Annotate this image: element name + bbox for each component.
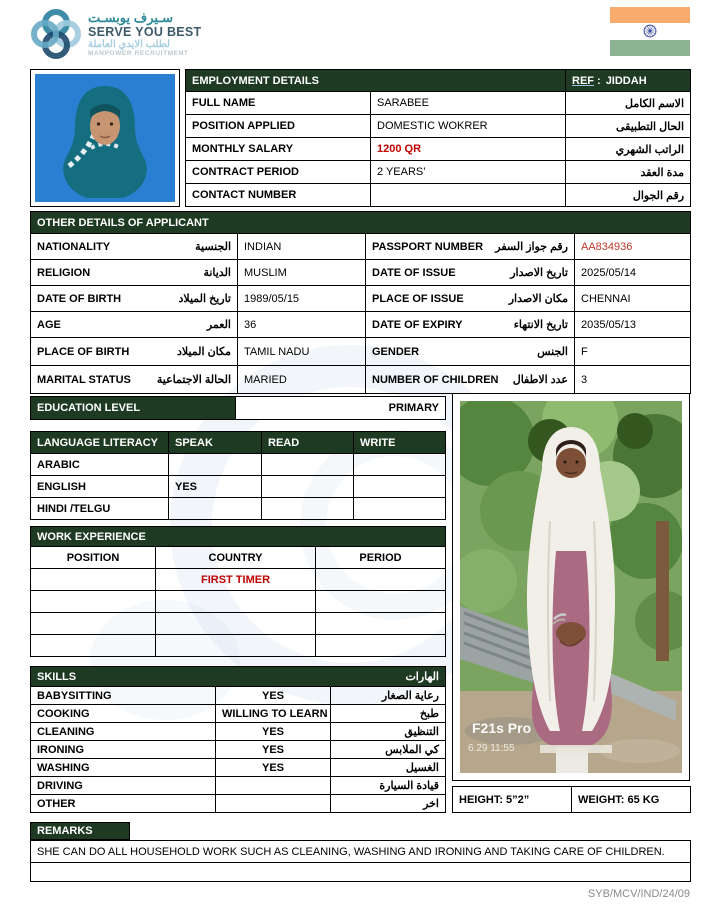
applicant-passport-photo	[30, 69, 180, 207]
cooking-value: WILLING TO LEARN	[216, 705, 331, 723]
contact-number-label: CONTACT NUMBER	[186, 184, 371, 207]
education-level-value: PRIMARY	[236, 397, 446, 420]
other-details-header: OTHER DETAILS OF APPLICANT	[31, 212, 691, 234]
washing-label: WASHING	[31, 759, 216, 777]
other-skill-value	[216, 795, 331, 813]
skills-header-arabic: الهارات	[405, 671, 439, 683]
language-literacy-table	[30, 431, 446, 520]
skills-header-row	[31, 667, 446, 687]
employment-details-table	[185, 69, 691, 207]
india-flag	[610, 7, 690, 56]
country-column-header: COUNTRY	[156, 547, 316, 569]
position-applied-label: POSITION APPLIED	[186, 115, 371, 138]
religion-value: MUSLIM	[238, 260, 366, 286]
monthly-salary-arabic: الراتب الشهري	[566, 138, 691, 161]
full-photo-image	[460, 401, 682, 773]
logo-title: SERVE YOU BEST	[88, 25, 202, 40]
work-row-country	[156, 635, 316, 657]
ref-colon: :	[597, 74, 601, 87]
english-speak-value: YES	[169, 476, 262, 498]
document-code: SYB/MCV/IND/24/09	[587, 888, 690, 900]
ref-label: REF	[572, 74, 595, 87]
height-value: HEIGHT: 5”2”	[453, 787, 572, 813]
other-details-table	[30, 211, 691, 394]
monthly-salary-label: MONTHLY SALARY	[186, 138, 371, 161]
other-skill-label: OTHER	[31, 795, 216, 813]
driving-label: DRIVING	[31, 777, 216, 795]
english-read-value	[262, 476, 354, 498]
babysitting-value: YES	[216, 687, 331, 705]
english-language-label: ENGLISH	[31, 476, 169, 498]
skills-table	[30, 666, 446, 813]
arabic-speak-value	[169, 454, 262, 476]
date-of-issue-label-cell: DATE OF ISSUE تاريخ الاصدار	[366, 260, 575, 286]
babysitting-arabic: رعاية الصغار	[331, 687, 446, 705]
period-column-header: PERIOD	[316, 547, 446, 569]
work-row-position	[31, 591, 156, 613]
remarks-empty-row	[31, 863, 691, 882]
date-of-expiry-label-cell: DATE OF EXPIRY تاريخ الانتهاء	[366, 312, 575, 338]
gender-label-cell: GENDER الجنس	[366, 338, 575, 366]
arabic-read-value	[262, 454, 354, 476]
number-of-children-value: 3	[575, 366, 691, 394]
logo-arabic-subtitle: لطلب الايدي العاملة	[88, 39, 171, 51]
speak-header: SPEAK	[169, 432, 262, 454]
passport-photo-image	[35, 74, 175, 202]
place-of-issue-label-cell: PLACE OF ISSUE مكان الاصدار	[366, 286, 575, 312]
hindi-write-value	[354, 498, 446, 520]
number-of-children-label-cell: NUMBER OF CHILDREN عدد الاطفال	[366, 366, 575, 394]
ironing-arabic: كي الملابس	[331, 741, 446, 759]
position-applied-value: DOMESTIC WOKRER	[371, 115, 566, 138]
remarks-header: REMARKS	[30, 822, 130, 840]
agency-logo	[30, 8, 202, 60]
work-row-position	[31, 613, 156, 635]
work-row-period	[316, 569, 446, 591]
contact-number-arabic: رقم الجوال	[566, 184, 691, 207]
marital-status-value: MARIED	[238, 366, 366, 394]
write-header: WRITE	[354, 432, 446, 454]
driving-arabic: قيادة السيارة	[331, 777, 446, 795]
contract-period-label: CONTRACT PERIOD	[186, 161, 371, 184]
nationality-label-cell: NATIONALITY الجنسية	[31, 234, 238, 260]
hindi-speak-value	[169, 498, 262, 520]
place-of-birth-value: TAMIL NADU	[238, 338, 366, 366]
age-value: 36	[238, 312, 366, 338]
contract-period-arabic: مدة العقد	[566, 161, 691, 184]
date-of-expiry-value: 2035/05/13	[575, 312, 691, 338]
work-row-country: FIRST TIMER	[156, 569, 316, 591]
other-skill-arabic: اخر	[331, 795, 446, 813]
camera-date-text: 6.29 11:55	[468, 743, 515, 754]
camera-watermark-text: F21s Pro	[472, 720, 532, 736]
weight-value: WEIGHT: 65 KG	[572, 787, 691, 813]
language-literacy-header: LANGUAGE LITERACY	[31, 432, 169, 454]
remarks-table	[30, 840, 691, 882]
work-row-country	[156, 591, 316, 613]
remarks-text: SHE CAN DO ALL HOUSEHOLD WORK SUCH AS CLEANING, WASHING AND IRONING AND TAKING CARE OF CHILDREN.	[31, 841, 691, 863]
contact-number-value	[371, 184, 566, 207]
religion-label-cell: RELIGION الديانة	[31, 260, 238, 286]
passport-number-value: AA834936	[575, 234, 691, 260]
cooking-label: COOKING	[31, 705, 216, 723]
cleaning-label: CLEANING	[31, 723, 216, 741]
logo-subtitle: MANPOWER RECRUITMENT	[88, 50, 189, 58]
employment-details-header: EMPLOYMENT DETAILS	[186, 70, 566, 92]
marital-status-label-cell: MARITAL STATUS الحالة الاجتماعية	[31, 366, 238, 394]
date-of-issue-value: 2025/05/14	[575, 260, 691, 286]
washing-arabic: الغسيل	[331, 759, 446, 777]
washing-value: YES	[216, 759, 331, 777]
contract-period-value: 2 YEARS’	[371, 161, 566, 184]
work-experience-header: WORK EXPERIENCE	[31, 527, 446, 547]
logo-knot-icon	[30, 8, 82, 60]
body-stats-table	[452, 786, 691, 813]
cooking-arabic: طبخ	[331, 705, 446, 723]
work-row-period	[316, 613, 446, 635]
education-level-header: EDUCATION LEVEL	[31, 397, 236, 420]
logo-arabic-title: سـيرف يوبسـت	[88, 9, 174, 25]
place-of-birth-label-cell: PLACE OF BIRTH مكان الميلاد	[31, 338, 238, 366]
cleaning-arabic: التنظيق	[331, 723, 446, 741]
cleaning-value: YES	[216, 723, 331, 741]
monthly-salary-value: 1200 QR	[371, 138, 566, 161]
ironing-label: IRONING	[31, 741, 216, 759]
ref-value: JIDDAH	[605, 74, 647, 87]
ref-cell	[566, 70, 691, 92]
ashoka-chakra-icon	[643, 24, 658, 39]
full-name-arabic: الاسم الكامل	[566, 92, 691, 115]
read-header: READ	[262, 432, 354, 454]
driving-value	[216, 777, 331, 795]
hindi-read-value	[262, 498, 354, 520]
work-row-position	[31, 635, 156, 657]
english-write-value	[354, 476, 446, 498]
place-of-issue-value: CHENNAI	[575, 286, 691, 312]
full-name-label: FULL NAME	[186, 92, 371, 115]
work-row-period	[316, 591, 446, 613]
work-row-country	[156, 613, 316, 635]
work-row-position	[31, 569, 156, 591]
full-name-value: SARABEE	[371, 92, 566, 115]
flag-saffron-stripe	[610, 7, 690, 23]
arabic-write-value	[354, 454, 446, 476]
gender-value: F	[575, 338, 691, 366]
babysitting-label: BABYSITTING	[31, 687, 216, 705]
date-of-birth-label-cell: DATE OF BIRTH تاريخ الميلاد	[31, 286, 238, 312]
age-label-cell: AGE العمر	[31, 312, 238, 338]
applicant-full-photo	[452, 393, 690, 781]
date-of-birth-value: 1989/05/15	[238, 286, 366, 312]
ironing-value: YES	[216, 741, 331, 759]
logo-text	[88, 11, 202, 58]
flag-green-stripe	[610, 40, 690, 56]
hindi-telgu-language-label: HINDI /TELGU	[31, 498, 169, 520]
skills-header: SKILLS	[37, 670, 77, 683]
arabic-language-label: ARABIC	[31, 454, 169, 476]
work-experience-table	[30, 526, 446, 657]
flag-white-stripe	[610, 23, 690, 39]
position-column-header: POSITION	[31, 547, 156, 569]
education-level-table	[30, 396, 446, 420]
work-row-period	[316, 635, 446, 657]
passport-number-label-cell: PASSPORT NUMBER رقم جواز السفر	[366, 234, 575, 260]
position-applied-arabic: الحال التطبيقى	[566, 115, 691, 138]
nationality-value: INDIAN	[238, 234, 366, 260]
